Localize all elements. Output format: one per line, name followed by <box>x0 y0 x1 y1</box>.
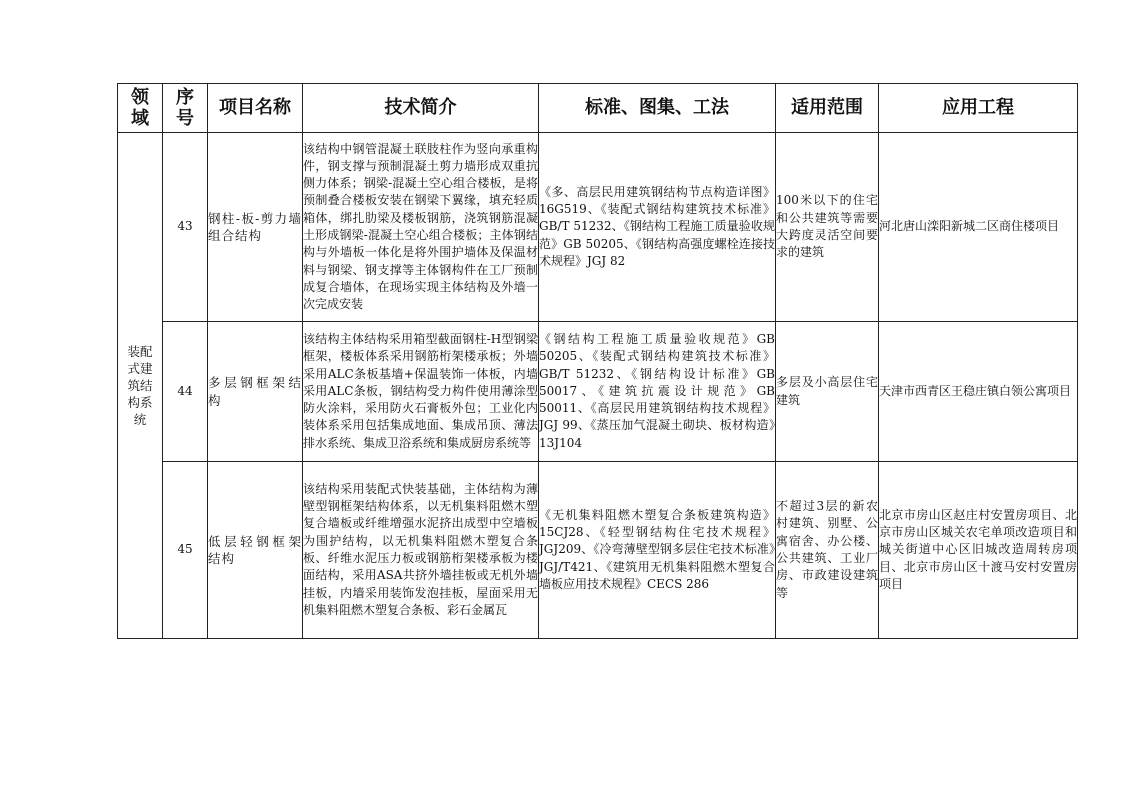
standards-cell: 《多、高层民用建筑钢结构节点构造详图》16G519、《装配式钢结构建筑技术标准》GB/T 51232、《钢结构工程施工质量验收规范》GB 50205、《钢结构高强度螺栓连接技术规程》JGJ 82 <box>539 133 776 322</box>
header-scope: 适用范围 <box>776 84 879 133</box>
header-seq-text: 序号 <box>176 87 194 129</box>
header-domain <box>118 84 163 133</box>
projects-cell: 天津市西青区王稳庄镇白领公寓项目 <box>879 322 1078 462</box>
scope-cell: 多层及小高层住宅建筑 <box>776 322 879 462</box>
header-domain-text: 领域 <box>131 87 149 129</box>
domain-label: 装配式建筑结构系统 <box>127 344 153 427</box>
header-seq <box>163 84 208 133</box>
projects-cell: 北京市房山区赵庄村安置房项目、北京市房山区城关农宅单项改造项目和城关街道中心区旧城改造周转房项目、北京市房山区十渡马安村安置房项目 <box>879 462 1078 639</box>
name-cell: 多层钢框架结构 <box>208 322 303 462</box>
standards-table <box>117 83 1078 639</box>
scope-cell: 不超过3层的新农村建筑、别墅、公寓宿舍、办公楼、公共建筑、工业厂房、市政建设建筑等 <box>776 462 879 639</box>
name-cell: 低层轻钢框架结构 <box>208 462 303 639</box>
table-row <box>118 462 1078 639</box>
name-cell: 钢柱-板-剪力墙组合结构 <box>208 133 303 322</box>
header-name: 项目名称 <box>208 84 303 133</box>
seq-cell: 43 <box>163 133 208 322</box>
standards-cell: 《钢结构工程施工质量验收规范》GB 50205、《装配式钢结构建筑技术标准》GB/T 51232、《钢结构设计标准》GB 50017、《建筑抗震设计规范》GB 50011、《高层民用建筑钢结构技术规程》JGJ 99、《蒸压加气混凝土砌块、板材构造》13J104 <box>539 322 776 462</box>
header-standards: 标准、图集、工法 <box>539 84 776 133</box>
intro-cell: 该结构采用装配式快装基础，主体结构为薄壁型钢框架结构体系，以无机集料阻燃木塑复合墙板或纤维增强水泥挤出成型中空墙板为围护结构，以无机集料阻燃木塑复合条板、纤维水泥压力板或钢筋桁架楼承板为楼面结构，采用ASA共挤外墙挂板或无机外墙挂板，内墙采用装饰发泡挂板，屋面采用无机集料阻燃木塑复合条板、彩石金属瓦 <box>303 462 539 639</box>
header-row <box>118 84 1078 133</box>
projects-cell: 河北唐山滦阳新城二区商住楼项目 <box>879 133 1078 322</box>
header-projects: 应用工程 <box>879 84 1078 133</box>
table-row <box>118 133 1078 322</box>
table-row <box>118 322 1078 462</box>
seq-cell: 44 <box>163 322 208 462</box>
scope-cell: 100米以下的住宅和公共建筑等需要大跨度灵活空间要求的建筑 <box>776 133 879 322</box>
standards-cell: 《无机集料阻燃木塑复合条板建筑构造》15CJ28、《轻型钢结构住宅技术规程》JGJ209、《冷弯薄壁型钢多层住宅技术标准》JGJ/T421、《建筑用无机集料阻燃木塑复合墙板应用技术规程》CECS 286 <box>539 462 776 639</box>
seq-cell: 45 <box>163 462 208 639</box>
domain-cell <box>118 133 163 639</box>
header-intro: 技术简介 <box>303 84 539 133</box>
intro-cell: 该结构中钢管混凝土联肢柱作为竖向承重构件，钢支撑与预制混凝土剪力墙形成双重抗侧力体系；钢梁-混凝土空心组合楼板，是将预制叠合楼板安装在钢梁下翼缘，填充轻质箱体，绑扎肋梁及楼板钢筋，浇筑钢筋混凝土形成钢梁-混凝土空心组合楼板；主体钢结构与外墙板一体化是将外围护墙体及保温材料与钢梁、钢支撑等主体钢构件在工厂预制成复合墙体，在现场实现主体结构及外墙一次完成安装 <box>303 133 539 322</box>
intro-cell: 该结构主体结构采用箱型截面钢柱-H型钢梁框架，楼板体系采用钢筋桁架楼承板；外墙采用ALC条板基墙+保温装饰一体板，内墙采用ALC条板，钢结构受力构件使用薄涂型防火涂料，采用防火石膏板外包；工业化内装体系采用包括集成地面、集成吊顶、薄法排水系统、集成卫浴系统和集成厨房系统等 <box>303 322 539 462</box>
